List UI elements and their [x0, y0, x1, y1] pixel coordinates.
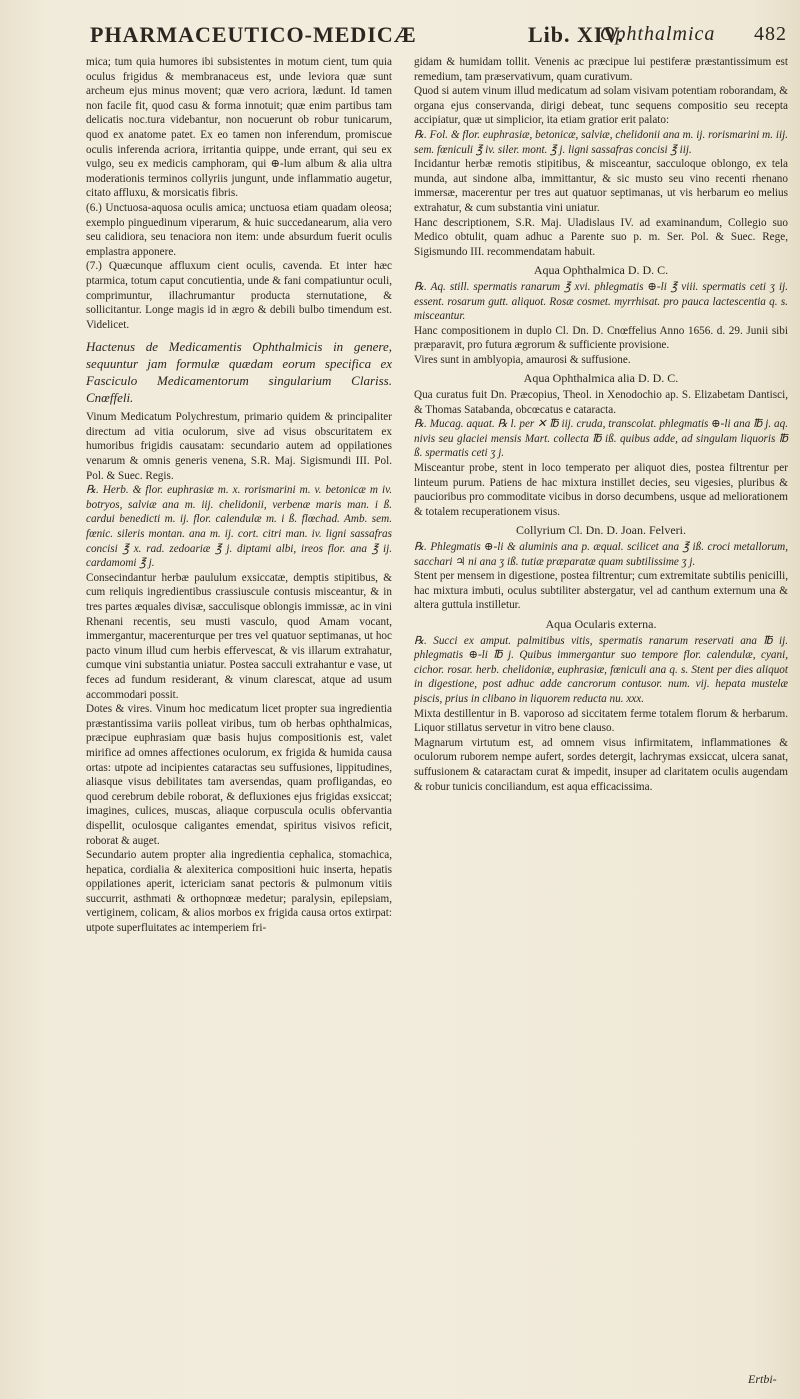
- paragraph: Dotes & vires. Vinum hoc medicatum licet propter sua ingredientia præstantissima variis polleat viribus, tum ob herbas ophthalmicas, præcipue euphrasiam quæ basis hujus compositionis est, valet mirifice ad omnes affectiones oculorum, ex frigida & humida causa ortas: utpote ad incipientes cataractas seu suffusiones, lippitudines, aliasque visus debilitates tam aversendas, quam profligandas, eo quod cerebrum debile roborat, & defluxiones ejus frigidas exsiccat; imagines, culices, muscas, aliaque corpuscula oculis obfervantia dispellit, oculosque caligantes emendat, spiritus visivos reficit, roborat & auget.: [86, 703, 392, 847]
- paragraph: Stent per mensem in digestione, postea filtrentur; cum extremitate subtilis penicilli, hac mixtura imbuti, oculus subtiliter abstergatur, vel ad canthum externum una & altera guttula instilletur.: [414, 570, 788, 612]
- paragraph: Hanc descriptionem, S.R. Maj. Uladislaus IV. ad examinandum, Collegio suo Medico obtulit, quam adhuc a Parente suo p. m. Ser. Pol. & Suec. Rege, Sigismundo III. recommendatam habuit.: [414, 216, 788, 258]
- paragraph: mica; tum quia humores ibi subsistentes in motum cient, tum quia oculus frigidus & membranaceus est, unde leviora quæ sunt archeum ejus minus movent; quæ vero acriora, lædunt. Id tamen non facile fit, quod casu & forma innotuit; quæ enim partibus tam delicatis noc.tura videbantur, non nocuerunt ob robur tunicarum, quod ex anatome patet. Ex eo tamen non inferendum, promiscue oculis inferenda acriora, irritantia quippe, unde errant, qui seu ex vulgo, seu ex medicis camphoram, qui ⊕-lum album & alia ultra moderationis terminos collyriis jungunt, unde inflammatio augetur, citato affluxu, & morsicatis fibris.: [86, 56, 392, 200]
- right-column: [414, 55, 788, 794]
- recipe-formula: ℞. Succi ex amput. palmitibus vitis, spermatis ranarum reservati ana ℔ ij. phlegmatis ⊕-li ℔ j. Quibus immergantur suo tempore flor. calendulæ, cyani, cichor. rosar. herb. chelidoniæ, euphrasiæ, fœniculi ana q. s. Stent per dies aliquot in digestione, post adhuc adde cancrorum contusor. num. vij. hepata mustelæ piscis, prius in clibano in liquorem reducta nu. xxx.: [414, 634, 788, 705]
- catchword: Ertbi-: [748, 1372, 777, 1386]
- paragraph: Incidantur herbæ remotis stipitibus, & misceantur, sacculoque oblongo, ex tela munda, aut sindone alba, immittantur, & sic musto seu vino recenti rhenano immersæ, macerentur per tres aut quatuor septimanas, ut vis herbarum eo melius extrahatur, & cum substantia vini uniatur.: [414, 158, 788, 214]
- paragraph: Mixta destillentur in B. vaporoso ad siccitatem ferme totalem florum & herbarum. Liquor stillatus servetur in vitro bene clauso.: [414, 707, 788, 735]
- recipe-heading: Aqua Ophthalmica alia D. D. C.: [523, 371, 679, 386]
- recipe-formula: ℞. Phlegmatis ⊕-li & aluminis ana p. æqual. scilicet ana ℥ iß. croci metallorum, sacchari ♃ ni ana ʒ iß. tutiæ præparatæ quam subtilissime ʒ j.: [414, 541, 788, 568]
- header-book-number: Lib. XIV.: [528, 22, 625, 47]
- paragraph: Magnarum virtutum est, ad omnem visus infirmitatem, inflammationes & oculorum ruborem nempe aufert, sordes detergit, lachrymas exsiccat, ulcera sanat, suffusionem & cataractam curat & impedit, insuper ad claritatem oculis augendam & robur tunicis conciliandum, est aqua efficacissima.: [414, 736, 788, 793]
- paragraph: (7.) Quæcunque affluxum cient oculis, cavenda. Et inter hæc ptarmica, totum caput concutientia, unde & fani compatiuntur oculi, comprimuntur, illachrumantur producta sternutatione, & sollicitantur. Longe magis id in ægro & debili bulbo timendum est. Videlicet.: [86, 260, 392, 331]
- paragraph: Misceantur probe, stent in loco temperato per aliquot dies, postea filtrentur per linteum purum. Patiens de hac mixtura instillet decies, seu vigesies, pluribus & paucioribus pro commoditate vicibus in dorso decumbens, usque ad meliorationem & totalem recuperationem visus.: [414, 462, 788, 518]
- running-header: [90, 22, 790, 52]
- paragraph: Quod si autem vinum illud medicatum ad solam visivam potentiam roborandam, & organa ejus conservanda, dirigi debeat, tunc sequens compositio seu recepta accipiatur, quæ ut simplicior, ita etiam gratior erit palato:: [414, 85, 788, 127]
- paragraph: Secundario autem propter alia ingredientia cephalica, stomachica, hepatica, cordialia & alexiterica compositioni huic inserta, hepatis oppilationes aperit, ictericiam sanat pectoris & pulmonum vitiis succurrit, asthmati & orthopnœæ medetur; paralysin, epilepsiam, vertiginem, colicam, & alios morbos ex frigida causa ortos extirpat: utpote superfluitates ac intemperiem fri-: [86, 849, 392, 935]
- left-column: [86, 55, 392, 936]
- paragraph: Vinum Medicatum Polychrestum, primario quidem & principaliter directum ad vitia oculorum, sive ad visus obscuritatem ex humoribus frigidis causatam: secundario autem ad oppilationes venarum & omnis generis venena, S.R. Maj. Sigismundi III. Pol. Pol. & Suec. Regis.: [86, 411, 392, 482]
- paragraph: Vires sunt in amblyopia, amaurosi & suffusione.: [414, 353, 631, 366]
- header-title: PHARMACEUTICO-MEDICÆ: [90, 22, 417, 47]
- paragraph: gidam & humidam tollit. Venenis ac præcipue lui pestiferæ præstantissimum est remedium, tam præservativum, quam curativum.: [414, 56, 788, 83]
- recipe-heading: Aqua Ocularis externa.: [545, 616, 657, 631]
- recipe-formula: ℞. Mucag. aquat. ℞ l. per ✕ ℔ iij. cruda, transcolat. phlegmatis ⊕-li ana ℔ j. aq. nivis seu glaciei mensis Mart. collecta ℔ iß. quibus adde, ad singulam liquoris ℔ ß. spermatis ceti ʒ j.: [414, 418, 788, 460]
- header-section: Ophthalmica: [600, 23, 716, 45]
- recipe-heading: Aqua Ophthalmica D. D. C.: [533, 263, 669, 278]
- recipe-formula: ℞. Fol. & flor. euphrasiæ, betonicæ, salviæ, chelidonii ana m. ij. rorismarini m. iij. sem. fœniculi ℥ iv. siler. mont. ℥ j. ligni sassafras concisi ℥ iij.: [414, 128, 788, 156]
- paragraph: Consecindantur herbæ paululum exsiccatæ, demptis stipitibus, & cum reliquis ingredientibus crassiuscule contusis misceantur, & in tres partes æquales divisæ, sacculisque oblongis immissæ, ac in vini Rhenani recentis, seu musti vasculo, quod Amam vocant, immergantur, macerenturque per tres vel quatuor septimanas, ut hoc pacto vinum illud cum herbis effervescat, & vis illarum extrahatur, cumque vini substantia uniatur. Postea sacculi extrahantur e vase, ut feces ad fundum residerant, & vinum clarescat, atque ad usum accommodari possit.: [86, 571, 392, 701]
- paragraph: Qua curatus fuit Dn. Præcopius, Theol. in Xenodochio ap. S. Elizabetam Dantisci, & Thomas Satabanda, obcœcatus e cataracta.: [414, 389, 788, 416]
- recipe-heading: Collyrium Cl. Dn. D. Joan. Felveri.: [516, 523, 686, 538]
- paragraph: (6.) Unctuosa-aquosa oculis amica; unctuosa etiam quadam oleosa; exemplo pinguedinum viperarum, & huic succedanearum, alia vero seu calidiora, seu tenaciora non item: unde absurdum fuerit oculis emplastra apponere.: [86, 201, 392, 258]
- page-number: 482: [754, 23, 787, 45]
- section-heading: Hactenus de Medicamentis Ophthalmicis in genere, sequuntur jam formulæ quædam eorum specifica ex Fasciculo Medicamentorum singularium Clariss. Cnœffeli.: [86, 339, 392, 406]
- paragraph: Hanc compositionem in duplo Cl. Dn. D. Cnœffelius Anno 1656. d. 29. Junii sibi præparavit, pro futura ægrorum & sufficiente provisione.: [414, 324, 788, 352]
- recipe-formula: ℞. Aq. still. spermatis ranarum ℥ xvi. phlegmatis ⊕-li ℥ viii. spermatis ceti ʒ ij. essent. rosarum gutt. aliquot. Rosæ cosmet. myrrhisat. pro pauca lactescentia q. s. misceantur.: [414, 280, 788, 323]
- recipe-formula: ℞. Herb. & flor. euphrasiæ m. x. rorismarini m. v. betonicæ m iv. botryos, salviæ ana m. iij. chelidonii, verbenæ maris man. i ß. cardui benedicti m. ij. flor. calendulæ m. i ß. flœchad. Amb. sem. fœnic. sileris montan. ana m. ij. cort. citri man. iv. ligni sassafras concisi ℥ x. rad. zedoariæ ℥ j. diptami albi, ireos flor. ana ℥ ij. cardamomi ℥ j.: [86, 484, 392, 570]
